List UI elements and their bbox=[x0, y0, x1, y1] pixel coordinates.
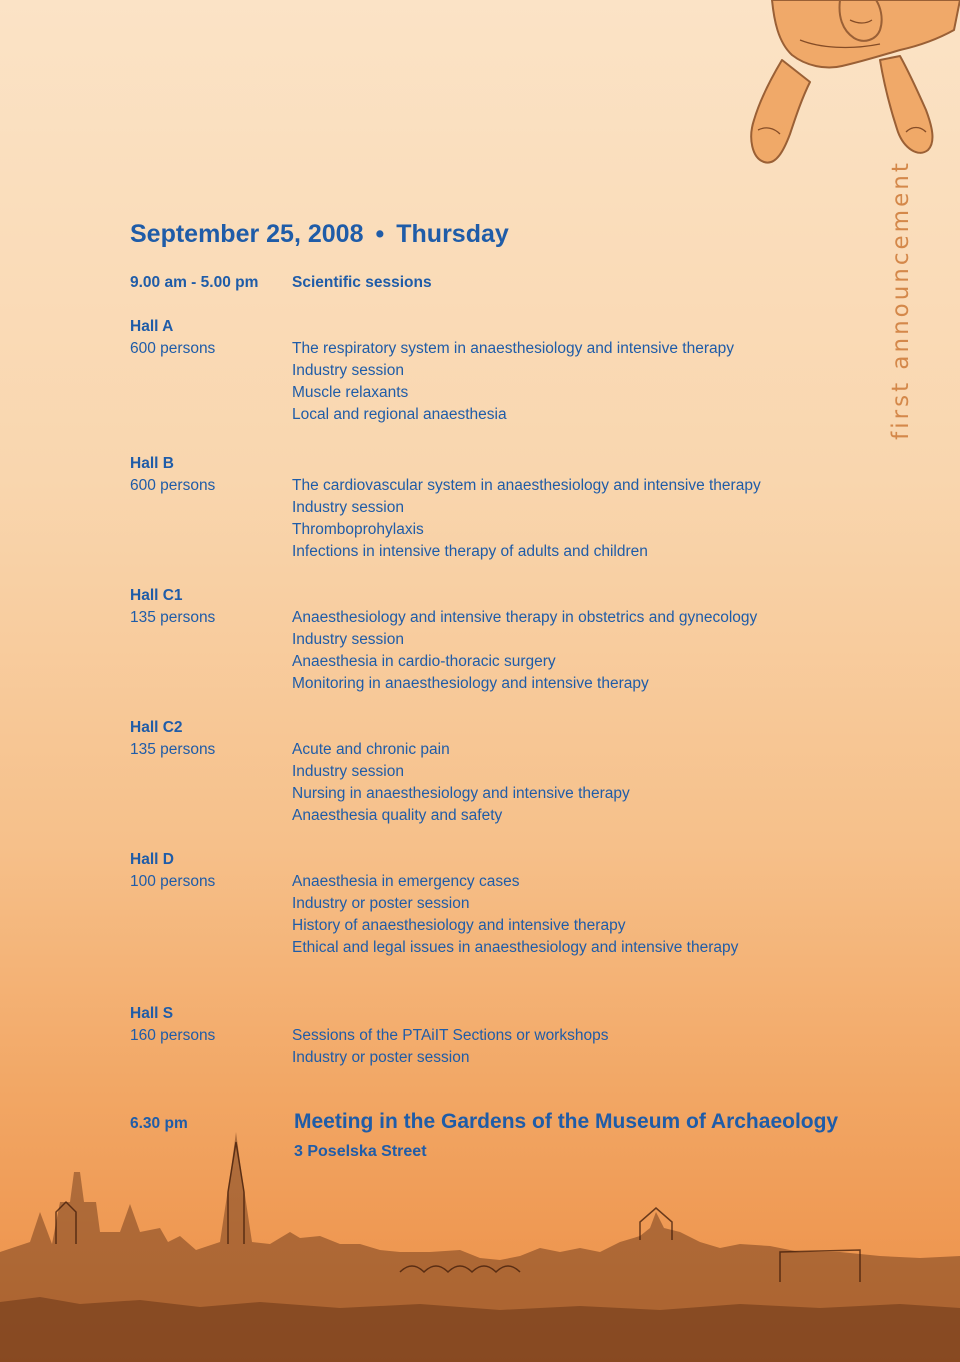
event-day: Thursday bbox=[396, 220, 509, 248]
session-item: The respiratory system in anaesthesiology and intensive therapy bbox=[292, 340, 734, 357]
hall-name: Hall C1 bbox=[130, 587, 183, 604]
session-item: Infections in intensive therapy of adults and children bbox=[292, 543, 648, 560]
hall-capacity: 135 persons bbox=[130, 609, 216, 626]
schedule-time: 9.00 am - 5.00 pm bbox=[130, 274, 259, 291]
meeting-address: 3 Poselska Street bbox=[294, 1143, 427, 1160]
session-item: Anaesthesia in cardio-thoracic surgery bbox=[292, 653, 556, 670]
session-item: Industry session bbox=[292, 499, 404, 516]
hand-sketch-illustration bbox=[730, 0, 960, 175]
hall-capacity: 135 persons bbox=[130, 741, 216, 758]
hall-s-sessions bbox=[292, 1025, 608, 1069]
hall-s-info bbox=[130, 1003, 280, 1047]
session-item: Local and regional anaesthesia bbox=[292, 406, 507, 423]
session-item: Industry or poster session bbox=[292, 1049, 470, 1066]
hall-capacity: 160 persons bbox=[130, 1027, 216, 1044]
session-item: Industry session bbox=[292, 631, 404, 648]
page-title bbox=[130, 220, 509, 249]
session-item: Thromboprohylaxis bbox=[292, 521, 424, 538]
hall-c1-sessions bbox=[292, 607, 757, 695]
session-item: Monitoring in anaesthesiology and intensive therapy bbox=[292, 675, 649, 692]
hall-c2-info bbox=[130, 717, 280, 761]
hall-name: Hall C2 bbox=[130, 719, 183, 736]
hall-name: Hall B bbox=[130, 455, 174, 472]
meeting-time: 6.30 pm bbox=[130, 1115, 188, 1132]
hall-c2-sessions bbox=[292, 739, 630, 827]
title-bullet: • bbox=[375, 220, 385, 248]
event-date: September 25, 2008 bbox=[130, 220, 364, 248]
hall-capacity: 600 persons bbox=[130, 477, 216, 494]
session-item: Ethical and legal issues in anaesthesiology and intensive therapy bbox=[292, 939, 739, 956]
old-town-skyline-illustration bbox=[0, 1132, 960, 1362]
hall-b-sessions bbox=[292, 475, 761, 563]
hall-a-sessions bbox=[292, 338, 734, 426]
session-item: Sessions of the PTAiIT Sections or workshops bbox=[292, 1027, 609, 1044]
hall-c1-info bbox=[130, 585, 280, 629]
session-item: Anaesthesiology and intensive therapy in obstetrics and gynecology bbox=[292, 609, 758, 626]
hall-capacity: 100 persons bbox=[130, 873, 216, 890]
hall-d-sessions bbox=[292, 871, 738, 959]
hall-d-info bbox=[130, 849, 280, 893]
session-item: History of anaesthesiology and intensive therapy bbox=[292, 917, 626, 934]
session-item: Acute and chronic pain bbox=[292, 741, 450, 758]
first-announcement-label: first announcement bbox=[888, 160, 914, 440]
session-item: Industry or poster session bbox=[292, 895, 470, 912]
session-item: Anaesthesia in emergency cases bbox=[292, 873, 520, 890]
session-item: The cardiovascular system in anaesthesiology and intensive therapy bbox=[292, 477, 761, 494]
hall-a-info bbox=[130, 316, 280, 360]
schedule-label: Scientific sessions bbox=[292, 274, 432, 291]
hall-name: Hall A bbox=[130, 318, 174, 335]
hall-name: Hall S bbox=[130, 1005, 174, 1022]
meeting-title: Meeting in the Gardens of the Museum of Archaeology bbox=[294, 1110, 839, 1133]
session-item: Industry session bbox=[292, 763, 404, 780]
hall-name: Hall D bbox=[130, 851, 174, 868]
session-item: Anaesthesia quality and safety bbox=[292, 807, 503, 824]
session-item: Muscle relaxants bbox=[292, 384, 409, 401]
session-item: Industry session bbox=[292, 362, 404, 379]
session-item: Nursing in anaesthesiology and intensive therapy bbox=[292, 785, 630, 802]
hall-b-info bbox=[130, 453, 280, 497]
hall-capacity: 600 persons bbox=[130, 340, 216, 357]
